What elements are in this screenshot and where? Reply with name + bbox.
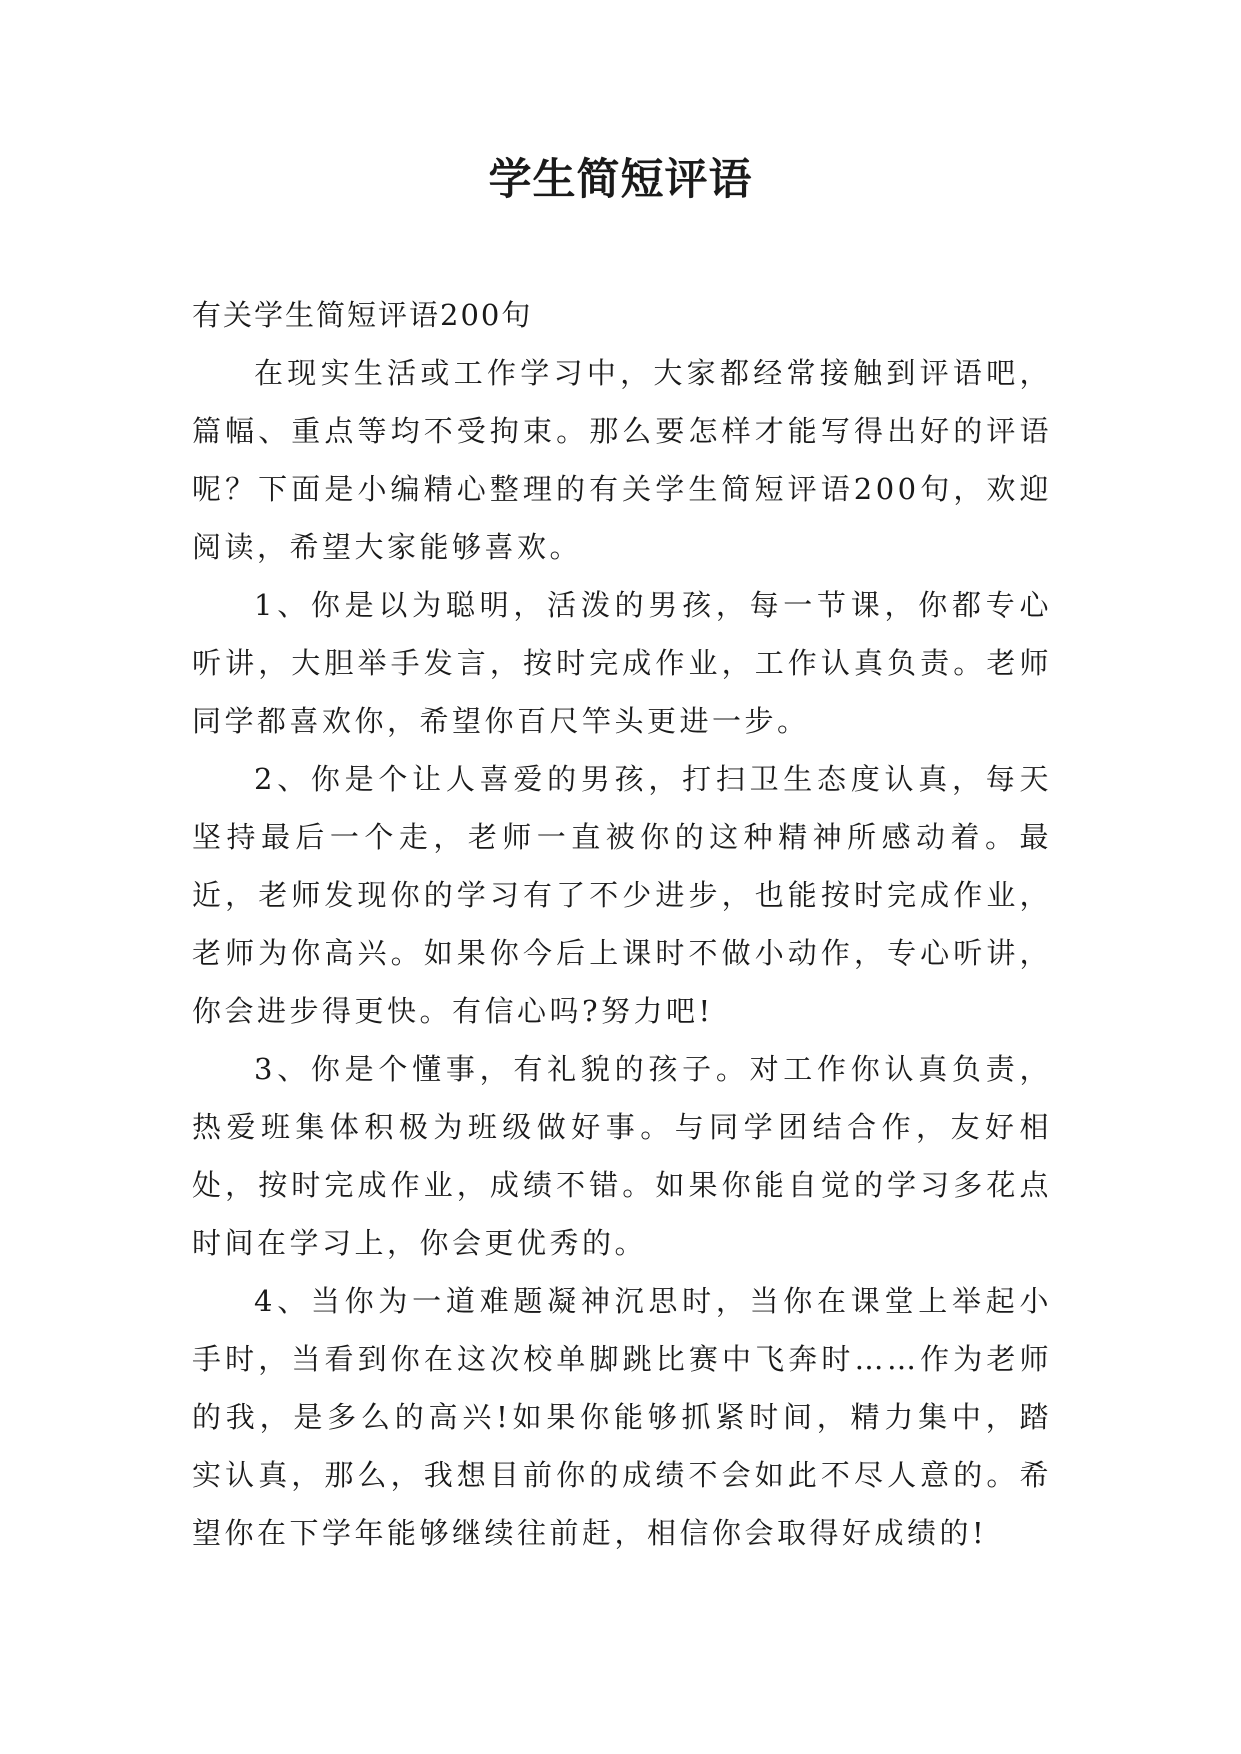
document-title: 学生简短评语 (488, 155, 753, 205)
comment-paragraph-1: 1、你是以为聪明，活泼的男孩，每一节课，你都专心听讲，大胆举手发言，按时完成作业，工作认真负责。老师同学都喜欢你，希望你百尺竿头更进一步。 (192, 588, 1052, 738)
intro-paragraph: 在现实生活或工作学习中，大家都经常接触到评语吧，篇幅、重点等均不受拘束。那么要怎样才能写得出好的评语呢？下面是小编精心整理的有关学生简短评语200句，欢迎阅读，希望大家能够喜欢。 (192, 356, 1052, 564)
comment-paragraph-2: 2、你是个让人喜爱的男孩，打扫卫生态度认真，每天坚持最后一个走，老师一直被你的这种精神所感动着。最近，老师发现你的学习有了不少进步，也能按时完成作业，老师为你高兴。如果你今后上课时不做小动作，专心听讲，你会进步得更快。有信心吗?努力吧! (192, 762, 1052, 1028)
document-body (192, 286, 1052, 1562)
comment-paragraph-3: 3、你是个懂事，有礼貌的孩子。对工作你认真负责，热爱班集体积极为班级做好事。与同学团结合作，友好相处，按时完成作业，成绩不错。如果你能自觉的学习多花点时间在学习上，你会更优秀的。 (192, 1052, 1052, 1260)
comment-paragraph-4: 4、当你为一道难题凝神沉思时，当你在课堂上举起小手时，当看到你在这次校单脚跳比赛中飞奔时……作为老师的我，是多么的高兴!如果你能够抓紧时间，精力集中，踏实认真，那么，我想目前你的成绩不会如此不尽人意的。希望你在下学年能够继续往前赶，相信你会取得好成绩的! (192, 1284, 1052, 1550)
document-subtitle: 有关学生简短评语200句 (192, 298, 533, 332)
